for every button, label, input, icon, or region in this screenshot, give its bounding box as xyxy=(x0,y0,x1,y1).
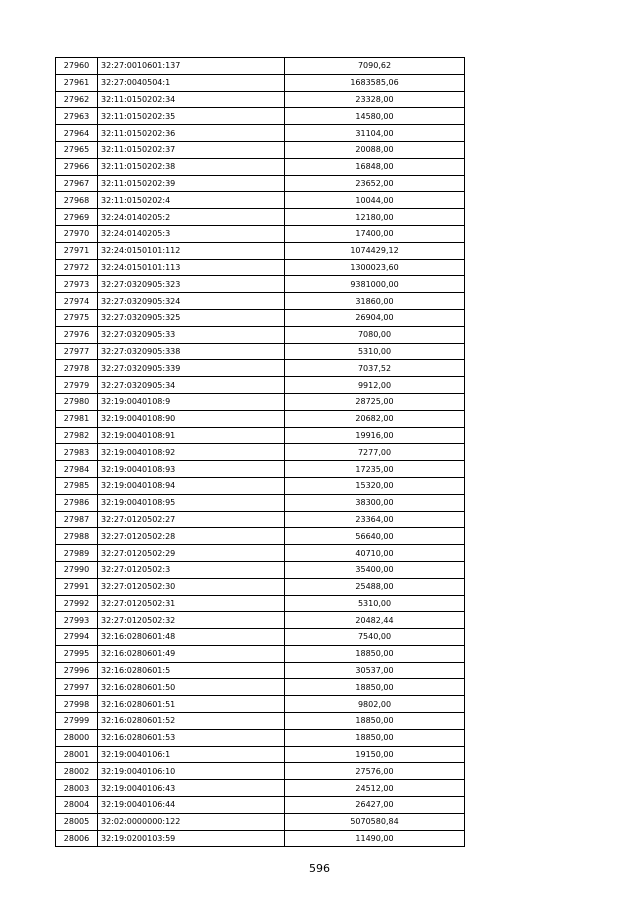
row-number-cell: 27964 xyxy=(56,125,98,142)
row-number-cell: 28003 xyxy=(56,780,98,797)
row-number-cell: 28001 xyxy=(56,746,98,763)
row-number-cell: 28005 xyxy=(56,813,98,830)
row-number-cell: 27991 xyxy=(56,578,98,595)
value-cell: 17235,00 xyxy=(285,461,465,478)
table-row xyxy=(56,309,465,326)
table-row xyxy=(56,343,465,360)
value-cell: 28725,00 xyxy=(285,393,465,410)
row-number-cell: 27968 xyxy=(56,192,98,209)
row-number-cell: 27965 xyxy=(56,141,98,158)
cadastral-number-cell: 32:24:0140205:3 xyxy=(98,225,285,242)
cadastral-number-cell: 32:16:0280601:49 xyxy=(98,645,285,662)
value-cell: 25488,00 xyxy=(285,578,465,595)
cadastral-number-cell: 32:19:0200103:59 xyxy=(98,830,285,847)
value-cell: 56640,00 xyxy=(285,528,465,545)
table-row xyxy=(56,763,465,780)
value-cell: 20088,00 xyxy=(285,141,465,158)
value-cell: 12180,00 xyxy=(285,209,465,226)
table-row xyxy=(56,545,465,562)
row-number-cell: 27961 xyxy=(56,74,98,91)
table-body xyxy=(56,58,465,847)
value-cell: 18850,00 xyxy=(285,679,465,696)
table-row xyxy=(56,662,465,679)
table-row xyxy=(56,108,465,125)
value-cell: 5310,00 xyxy=(285,595,465,612)
cadastral-number-cell: 32:27:0120502:30 xyxy=(98,578,285,595)
row-number-cell: 27987 xyxy=(56,511,98,528)
table-row xyxy=(56,477,465,494)
cadastral-number-cell: 32:19:0040108:92 xyxy=(98,444,285,461)
row-number-cell: 27974 xyxy=(56,293,98,310)
table-row xyxy=(56,293,465,310)
value-cell: 11490,00 xyxy=(285,830,465,847)
value-cell: 20682,00 xyxy=(285,410,465,427)
value-cell: 19150,00 xyxy=(285,746,465,763)
row-number-cell: 27978 xyxy=(56,360,98,377)
data-table xyxy=(55,57,465,847)
row-number-cell: 27982 xyxy=(56,427,98,444)
cadastral-number-cell: 32:27:0320905:34 xyxy=(98,377,285,394)
row-number-cell: 27970 xyxy=(56,225,98,242)
cadastral-number-cell: 32:11:0150202:39 xyxy=(98,175,285,192)
value-cell: 26427,00 xyxy=(285,797,465,814)
cadastral-number-cell: 32:16:0280601:51 xyxy=(98,696,285,713)
table-row xyxy=(56,729,465,746)
value-cell: 14580,00 xyxy=(285,108,465,125)
table-row xyxy=(56,427,465,444)
table-row xyxy=(56,813,465,830)
page-number: 596 xyxy=(309,862,330,875)
value-cell: 18850,00 xyxy=(285,645,465,662)
value-cell: 23364,00 xyxy=(285,511,465,528)
cadastral-number-cell: 32:19:0040108:95 xyxy=(98,494,285,511)
row-number-cell: 27985 xyxy=(56,477,98,494)
table-row xyxy=(56,797,465,814)
table-row xyxy=(56,259,465,276)
row-number-cell: 27980 xyxy=(56,393,98,410)
cadastral-number-cell: 32:19:0040108:9 xyxy=(98,393,285,410)
cadastral-number-cell: 32:11:0150202:4 xyxy=(98,192,285,209)
value-cell: 9802,00 xyxy=(285,696,465,713)
cadastral-number-cell: 32:27:0120502:3 xyxy=(98,561,285,578)
row-number-cell: 27986 xyxy=(56,494,98,511)
value-cell: 15320,00 xyxy=(285,477,465,494)
cadastral-number-cell: 32:19:0040106:1 xyxy=(98,746,285,763)
row-number-cell: 27967 xyxy=(56,175,98,192)
value-cell: 30537,00 xyxy=(285,662,465,679)
table-row xyxy=(56,713,465,730)
cadastral-number-cell: 32:27:0120502:28 xyxy=(98,528,285,545)
cadastral-number-cell: 32:16:0280601:52 xyxy=(98,713,285,730)
table-row xyxy=(56,360,465,377)
row-number-cell: 28004 xyxy=(56,797,98,814)
cadastral-number-cell: 32:19:0040108:94 xyxy=(98,477,285,494)
value-cell: 9381000,00 xyxy=(285,276,465,293)
value-cell: 9912,00 xyxy=(285,377,465,394)
row-number-cell: 27994 xyxy=(56,629,98,646)
row-number-cell: 27963 xyxy=(56,108,98,125)
cadastral-number-cell: 32:27:0120502:29 xyxy=(98,545,285,562)
row-number-cell: 27984 xyxy=(56,461,98,478)
row-number-cell: 27988 xyxy=(56,528,98,545)
row-number-cell: 27998 xyxy=(56,696,98,713)
row-number-cell: 27981 xyxy=(56,410,98,427)
value-cell: 19916,00 xyxy=(285,427,465,444)
cadastral-number-cell: 32:16:0280601:5 xyxy=(98,662,285,679)
table-row xyxy=(56,192,465,209)
table-row xyxy=(56,561,465,578)
value-cell: 23328,00 xyxy=(285,91,465,108)
row-number-cell: 27999 xyxy=(56,713,98,730)
cadastral-number-cell: 32:24:0140205:2 xyxy=(98,209,285,226)
table-row xyxy=(56,74,465,91)
row-number-cell: 27975 xyxy=(56,309,98,326)
cadastral-number-cell: 32:02:0000000:122 xyxy=(98,813,285,830)
table-row xyxy=(56,58,465,75)
table-row xyxy=(56,461,465,478)
data-table-container xyxy=(55,57,465,847)
table-row xyxy=(56,578,465,595)
table-row xyxy=(56,175,465,192)
table-row xyxy=(56,612,465,629)
cadastral-number-cell: 32:19:0040108:93 xyxy=(98,461,285,478)
row-number-cell: 28000 xyxy=(56,729,98,746)
table-row xyxy=(56,242,465,259)
value-cell: 7037,52 xyxy=(285,360,465,377)
value-cell: 1683585,06 xyxy=(285,74,465,91)
row-number-cell: 27966 xyxy=(56,158,98,175)
table-row xyxy=(56,158,465,175)
row-number-cell: 27995 xyxy=(56,645,98,662)
cadastral-number-cell: 32:11:0150202:35 xyxy=(98,108,285,125)
value-cell: 24512,00 xyxy=(285,780,465,797)
value-cell: 5070580,84 xyxy=(285,813,465,830)
row-number-cell: 27973 xyxy=(56,276,98,293)
cadastral-number-cell: 32:19:0040108:91 xyxy=(98,427,285,444)
value-cell: 18850,00 xyxy=(285,713,465,730)
row-number-cell: 27997 xyxy=(56,679,98,696)
table-row xyxy=(56,377,465,394)
table-row xyxy=(56,410,465,427)
value-cell: 7277,00 xyxy=(285,444,465,461)
value-cell: 7540,00 xyxy=(285,629,465,646)
cadastral-number-cell: 32:27:0120502:32 xyxy=(98,612,285,629)
cadastral-number-cell: 32:27:0010601:137 xyxy=(98,58,285,75)
row-number-cell: 27992 xyxy=(56,595,98,612)
row-number-cell: 27996 xyxy=(56,662,98,679)
row-number-cell: 28006 xyxy=(56,830,98,847)
value-cell: 40710,00 xyxy=(285,545,465,562)
value-cell: 1074429,12 xyxy=(285,242,465,259)
table-row xyxy=(56,746,465,763)
cadastral-number-cell: 32:27:0320905:339 xyxy=(98,360,285,377)
cadastral-number-cell: 32:19:0040106:44 xyxy=(98,797,285,814)
value-cell: 7080,00 xyxy=(285,326,465,343)
value-cell: 7090,62 xyxy=(285,58,465,75)
row-number-cell: 28002 xyxy=(56,763,98,780)
table-row xyxy=(56,225,465,242)
value-cell: 10044,00 xyxy=(285,192,465,209)
cadastral-number-cell: 32:19:0040108:90 xyxy=(98,410,285,427)
cadastral-number-cell: 32:11:0150202:37 xyxy=(98,141,285,158)
cadastral-number-cell: 32:24:0150101:112 xyxy=(98,242,285,259)
value-cell: 17400,00 xyxy=(285,225,465,242)
cadastral-number-cell: 32:19:0040106:43 xyxy=(98,780,285,797)
row-number-cell: 27969 xyxy=(56,209,98,226)
table-row xyxy=(56,444,465,461)
cadastral-number-cell: 32:11:0150202:34 xyxy=(98,91,285,108)
row-number-cell: 27960 xyxy=(56,58,98,75)
table-row xyxy=(56,645,465,662)
value-cell: 27576,00 xyxy=(285,763,465,780)
cadastral-number-cell: 32:24:0150101:113 xyxy=(98,259,285,276)
row-number-cell: 27983 xyxy=(56,444,98,461)
table-row xyxy=(56,209,465,226)
table-row xyxy=(56,494,465,511)
row-number-cell: 27979 xyxy=(56,377,98,394)
table-row xyxy=(56,528,465,545)
cadastral-number-cell: 32:16:0280601:50 xyxy=(98,679,285,696)
cadastral-number-cell: 32:27:0320905:323 xyxy=(98,276,285,293)
table-row xyxy=(56,679,465,696)
row-number-cell: 27971 xyxy=(56,242,98,259)
table-row xyxy=(56,629,465,646)
value-cell: 20482,44 xyxy=(285,612,465,629)
cadastral-number-cell: 32:27:0320905:325 xyxy=(98,309,285,326)
value-cell: 5310,00 xyxy=(285,343,465,360)
row-number-cell: 27977 xyxy=(56,343,98,360)
cadastral-number-cell: 32:27:0120502:27 xyxy=(98,511,285,528)
table-row xyxy=(56,595,465,612)
row-number-cell: 27972 xyxy=(56,259,98,276)
value-cell: 18850,00 xyxy=(285,729,465,746)
cadastral-number-cell: 32:27:0320905:338 xyxy=(98,343,285,360)
table-row xyxy=(56,326,465,343)
row-number-cell: 27976 xyxy=(56,326,98,343)
value-cell: 23652,00 xyxy=(285,175,465,192)
value-cell: 31860,00 xyxy=(285,293,465,310)
cadastral-number-cell: 32:19:0040106:10 xyxy=(98,763,285,780)
value-cell: 26904,00 xyxy=(285,309,465,326)
table-row xyxy=(56,91,465,108)
cadastral-number-cell: 32:16:0280601:53 xyxy=(98,729,285,746)
cadastral-number-cell: 32:11:0150202:38 xyxy=(98,158,285,175)
table-row xyxy=(56,780,465,797)
table-row xyxy=(56,125,465,142)
value-cell: 35400,00 xyxy=(285,561,465,578)
value-cell: 38300,00 xyxy=(285,494,465,511)
value-cell: 31104,00 xyxy=(285,125,465,142)
cadastral-number-cell: 32:27:0320905:324 xyxy=(98,293,285,310)
table-row xyxy=(56,141,465,158)
row-number-cell: 27989 xyxy=(56,545,98,562)
table-row xyxy=(56,276,465,293)
row-number-cell: 27993 xyxy=(56,612,98,629)
cadastral-number-cell: 32:27:0320905:33 xyxy=(98,326,285,343)
table-row xyxy=(56,696,465,713)
row-number-cell: 27990 xyxy=(56,561,98,578)
value-cell: 1300023,60 xyxy=(285,259,465,276)
row-number-cell: 27962 xyxy=(56,91,98,108)
cadastral-number-cell: 32:11:0150202:36 xyxy=(98,125,285,142)
value-cell: 16848,00 xyxy=(285,158,465,175)
table-row xyxy=(56,830,465,847)
table-row xyxy=(56,511,465,528)
cadastral-number-cell: 32:16:0280601:48 xyxy=(98,629,285,646)
table-row xyxy=(56,393,465,410)
cadastral-number-cell: 32:27:0040504:1 xyxy=(98,74,285,91)
cadastral-number-cell: 32:27:0120502:31 xyxy=(98,595,285,612)
